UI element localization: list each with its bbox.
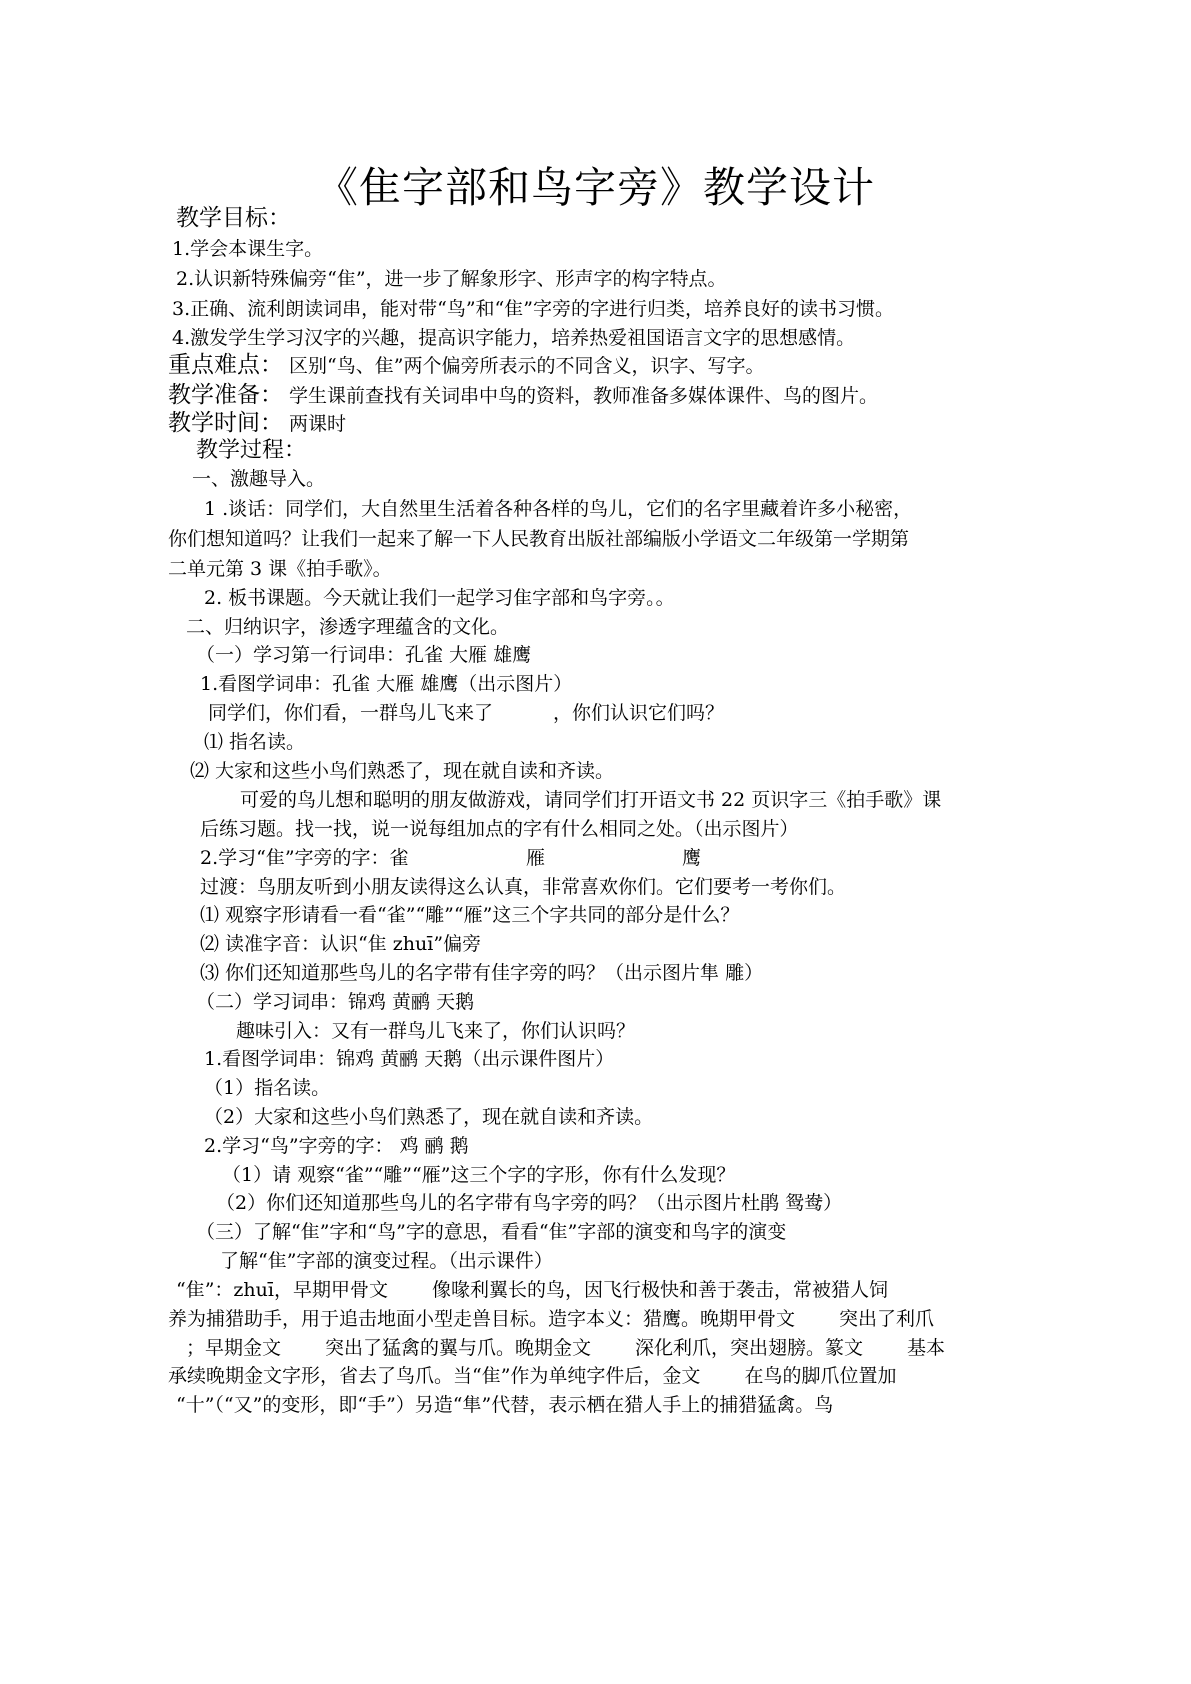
process-line-part: ，你们认识它们吗？ (553, 702, 725, 724)
objectives-heading: 教学目标： (176, 205, 291, 231)
key-points-label: 重点难点： (168, 352, 283, 378)
process-line-part: “隹”：zhuī，早期甲骨文 (176, 1279, 388, 1301)
process-line: 过渡：鸟朋友听到小朋友读得这么认真，非常喜欢你们。它们要考一考你们。 (200, 876, 847, 898)
process-line-part: 在鸟的脚爪位置加 (744, 1365, 897, 1387)
process-line: 鹰 (682, 847, 702, 869)
key-points-text: 区别“鸟、隹”两个偏旁所表示的不同含义，识字、写字。 (289, 355, 765, 377)
process-line: （一）学习第一行词串：孔雀 大雁 雄鹰 (196, 644, 532, 666)
process-line (168, 1307, 934, 1331)
preparation-row (168, 383, 878, 408)
process-line: 1.看图学词串：孔雀 大雁 雄鹰（出示图片） (200, 673, 573, 695)
process-line: 2. 板书课题。今天就让我们一起学习隹字部和鸟字旁。。 (204, 587, 675, 609)
process-line: 1 .谈话：同学们，大自然里生活着各种各样的鸟儿，它们的名字里藏着许多小秘密， (204, 498, 913, 520)
process-line: （三）了解“隹”字和“鸟”字的意思，看看“隹”字部的演变和鸟字的演变 (196, 1221, 787, 1243)
process-line-part: 养为捕猎助手，用于追击地面小型走兽目标。造字本义：猎鹰。晚期甲骨文 (168, 1308, 796, 1330)
objective-item: 2.认识新特殊偏旁“隹”，进一步了解象形字、形声字的构字特点。 (176, 268, 727, 290)
process-line: 了解“隹”字部的演变过程。（出示课件） (220, 1250, 553, 1272)
process-line: 后练习题。找一找，说一说每组加点的字有什么相同之处。（出示图片） (200, 818, 799, 840)
process-line (176, 1278, 888, 1302)
process-line-part: 承续晚期金文字形，省去了鸟爪。当“隹”作为单纯字件后，金文 (168, 1365, 701, 1387)
process-line: ⑴ 观察字形请看一看“雀”“雕”“雁”这三个字共同的部分是什么？ (200, 904, 740, 926)
page-title: 《隹字部和鸟字旁》教学设计 (315, 163, 875, 212)
process-line: 趣味引入：又有一群鸟儿飞来了，你们认识吗？ (236, 1020, 636, 1042)
process-line: 二单元第 3 课《拍手歌》。 (168, 558, 392, 580)
process-line: 你们想知道吗？让我们一起来了解一下人民教育出版社部编版小学语文二年级第一学期第 (168, 528, 910, 550)
process-line-part: 突出了利爪 (839, 1308, 935, 1330)
preparation-text: 学生课前查找有关词串中鸟的资料，教师准备多媒体课件、鸟的图片。 (289, 385, 879, 407)
objective-item: 4.激发学生学习汉字的兴趣，提高识字能力，培养热爱祖国语言文字的思想感情。 (172, 327, 856, 349)
process-heading: 教学过程： (196, 438, 307, 463)
process-line: “十”（“又”的变形，即“手”）另造“隼”代替，表示栖在猎人手上的捕猎猛禽。鸟 (176, 1394, 834, 1416)
process-line: ⑵ 读准字音：认识“隹 zhuī”偏旁 (200, 933, 482, 955)
process-line: 雁 (526, 847, 546, 869)
process-line (186, 1336, 945, 1360)
process-line: 2.学习“隹”字旁的字：雀 (200, 847, 409, 869)
time-row (168, 411, 346, 436)
objective-item: 1.学会本课生字。 (172, 238, 324, 260)
process-line-part: ；早期金文 (186, 1337, 282, 1359)
process-line: 一、激趣导入。 (192, 468, 326, 490)
process-line-part: 基本 (907, 1337, 946, 1359)
process-line-part: 突出了猛禽的翼与爪。晚期金文 (325, 1337, 592, 1359)
process-line: （1）指名读。 (204, 1077, 331, 1099)
process-line: 2.学习“鸟”字旁的字： 鸡 鹂 鹅 (204, 1135, 469, 1157)
process-line: ⑶ 你们还知道那些鸟儿的名字带有佳字旁的吗？（出示图片隼 雕） (200, 962, 764, 984)
process-line (208, 701, 724, 725)
process-line: （2）你们还知道那些鸟儿的名字带有鸟字旁的吗？（出示图片杜鹃 鸳鸯） (216, 1192, 843, 1214)
time-text: 两课时 (289, 413, 347, 435)
process-line: ⑵ 大家和这些小鸟们熟悉了，现在就自读和齐读。 (190, 760, 615, 782)
key-points-row (168, 353, 764, 378)
process-line: （二）学习词串：锦鸡 黄鹂 天鹅 (196, 991, 475, 1013)
process-line-part: 同学们，你们看，一群鸟儿飞来了 (208, 702, 494, 724)
preparation-label: 教学准备： (168, 382, 283, 408)
process-line-part: 深化利爪，突出翅膀。篆文 (635, 1337, 864, 1359)
process-line (168, 1364, 896, 1388)
process-line: 1.看图学词串：锦鸡 黄鹂 天鹅（出示课件图片） (204, 1048, 615, 1070)
process-line: （1）请 观察“雀”“雕”“雁”这三个字的字形，你有什么发现？ (222, 1164, 736, 1186)
process-line: （2）大家和这些小鸟们熟悉了，现在就自读和齐读。 (204, 1106, 654, 1128)
process-line: ⑴ 指名读。 (204, 731, 306, 753)
objective-item: 3.正确、流利朗读词串，能对带“鸟”和“隹”字旁的字进行归类，培养良好的读书习惯。 (172, 298, 894, 320)
process-line-part: 像喙利翼长的鸟，因飞行极快和善于袭击，常被猎人饲 (432, 1279, 889, 1301)
time-label: 教学时间： (168, 410, 283, 436)
process-line: 二、归纳识字，渗透字理蕴含的文化。 (186, 616, 510, 638)
process-line: 可爱的鸟儿想和聪明的朋友做游戏，请同学们打开语文书 22 页识字三《拍手歌》课 (240, 789, 942, 811)
